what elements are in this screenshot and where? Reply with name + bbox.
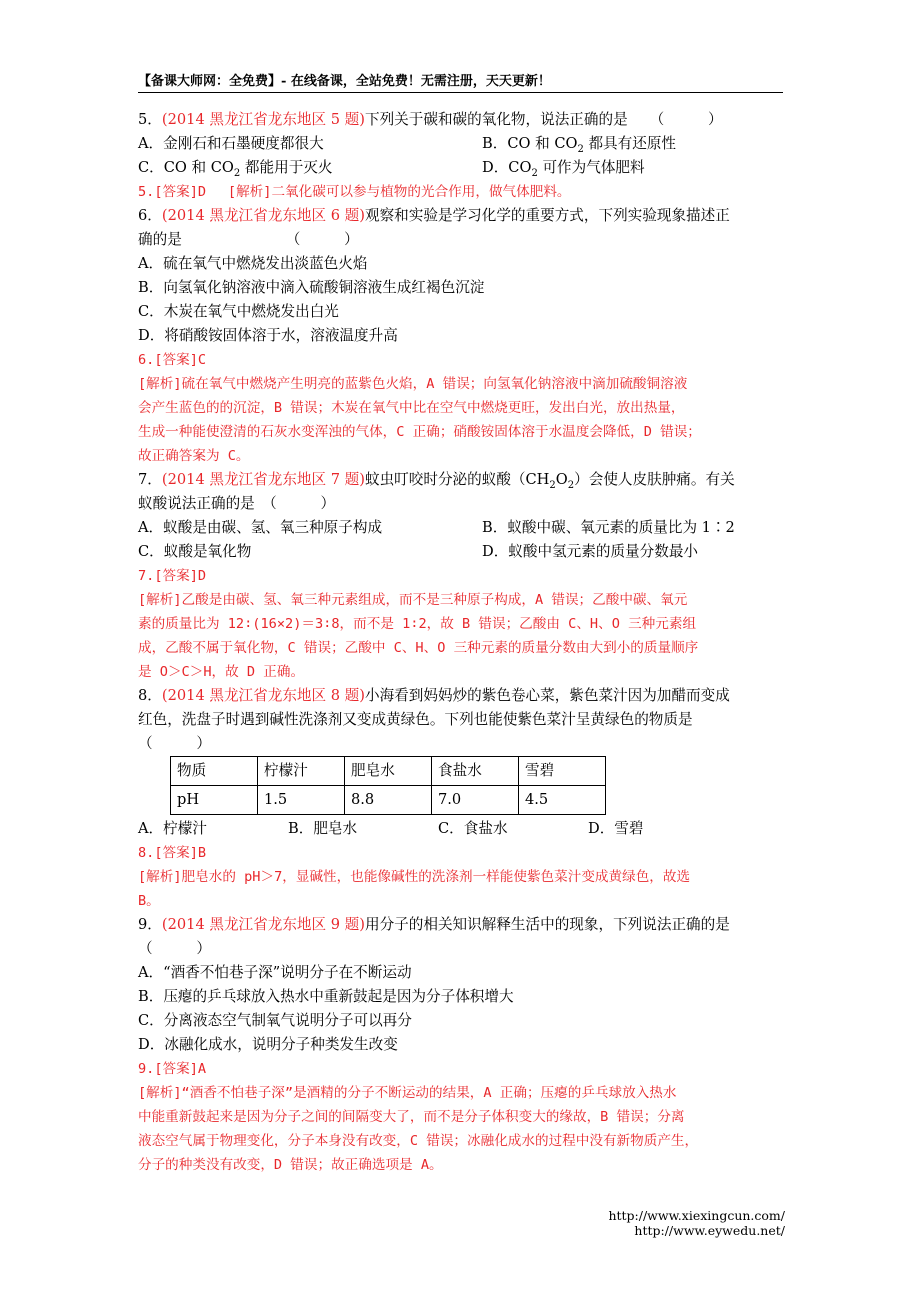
options-row xyxy=(138,156,786,180)
table-cell: 7.0 xyxy=(432,786,519,815)
analysis-line: [解析]乙酸是由碳、氢、氧三种元素组成，而不是三种原子构成，A 错误；乙酸中碳、氧元 xyxy=(138,592,688,608)
analysis-line: 液态空气属于物理变化，分子本身没有改变，C 错误；冰融化成水的过程中没有新物质产生， xyxy=(138,1133,699,1149)
analysis-line: 素的质量比为 12∶(16×2)＝3∶8，而不是 1∶2，故 B 错误；乙酸由 C、H、O 三种元素组 xyxy=(138,616,697,632)
answer-9: 9.[答案]A xyxy=(138,1061,207,1077)
table-cell: 肥皂水 xyxy=(345,757,432,786)
table-cell: 雪碧 xyxy=(519,757,606,786)
option-b: B．蚁酸中碳、氧元素的质量比为 1∶2 xyxy=(482,519,735,536)
question-source: (2014 黑龙江省龙东地区 6 题) xyxy=(161,207,365,224)
footer-urls: http://www.xiexingcun.com/ http://www.eywedu.net/ xyxy=(608,1208,785,1238)
option-c: C．CO 和 $CO_2$ 都能用于灭火 xyxy=(138,159,333,179)
option-a: A．“酒香不怕巷子深”说明分子在不断运动 xyxy=(138,964,412,981)
question-source: (2014 黑龙江省龙东地区 5 题) xyxy=(161,111,365,128)
question-5: 5．(2014 黑龙江省龙东地区 5 题)下列关于碳和碳的氧化物，说法正确的是 （ ） xyxy=(138,111,723,128)
option-d: D．$CO_2$ 可作为气体肥料 xyxy=(482,159,645,179)
option-a: A．柠檬汁 xyxy=(138,820,207,837)
document-body: 5．(2014 黑龙江省龙东地区 5 题)下列关于碳和碳的氧化物，说法正确的是 （ ） A．金刚石和石墨硬度都很大 B．CO 和 $CO_2$ 都具有还原性 C．CO 和 $CO_2$ 都能用于灭火 D．$CO_2$ 可作为气体肥料 5.[答案]D [解析]二氧化碳可以参与植物的光合作用，做气体肥料。 6．(2014 黑龙江省龙东地区 6 题)观察和实验是学习化学的重要方式，下列实验现象描述正 确的是 （ ） A．硫在氧气中燃烧发出淡蓝色火焰 B．向氢氧化钠溶液中滴入硫酸铜溶液生成红褐色沉淀 C．木炭在氧气中燃烧发出白光 D．将硝酸铵固体溶于水，溶液温度升高 6.[答案]C [解析]硫在氧气中燃烧产生明亮的蓝紫色火焰，A 错误；向氢氧化钠溶液中滴加硫酸铜溶液 会产生蓝色的的沉淀，B 错误；木炭在氧气中比在空气中燃烧更旺，发出白光，放出热量， 生成一种能使澄清的石灰水变浑浊的气体，C 正确；硝酸铵固体溶于水温度会降低，D 错误； 故正确答案为 C。 7．(2014 黑龙江省龙东地区 7 题)蚊虫叮咬时分泌的蚁酸$(CH_2O_2)$会使人皮肤肿痛。有关 蚁酸说法正确的是 （ ） A．蚁酸是由碳、氢、氧三种原子构成 B．蚁酸中碳、氧元素的质量比为 1∶2 C．蚁酸是氧化物 D．蚁酸中氢元素的质量分数最小 7.[答案]D [解析]乙酸是由碳、氢、氧三种元素组成，而不是三种原子构成，A 错误；乙酸中碳、氧元 素的质量比为 12∶(16×2)＝3∶8，而不是 1∶2，故 B 错误；乙酸由 C、H、O 三种元素组 成，乙酸不属于氧化物，C 错误；乙酸中 C、H、O 三种元素的质量分数由大到小的质量顺序 是 O＞C＞H，故 D 正确。 8．(2014 黑龙江省龙东地区 8 题)小海看到妈妈炒的紫色卷心菜，紫色菜汁因为加醋而变成 红色，洗盘子时遇到碱性洗涤剂又变成黄绿色。下列也能使紫色菜汁呈黄绿色的物质是 （ ） 物质 柠檬汁 肥皂水 食盐水 雪碧 pH 1.5 8.8 7.0 4.5 A．柠檬汁 B．肥皂水 C．食盐水 D．雪碧 8.[答案]B [解析]肥皂水的 pH＞7，显碱性，也能像碱性的洗涤剂一样能使紫色菜汁变成黄绿色，故选 B。 9．(2014 黑龙江省龙东地区 9 题)用分子的相关知识解释生活中的现象，下列说法正确的是 （ ） A．“酒香不怕巷子深”说明分子在不断运动 B．压瘪的乒乓球放入热水中重新鼓起是因为分子体积增大 C．分离液态空气制氧气说明分子可以再分 D．冰融化成水，说明分子种类发生改变 9.[答案]A [解析]“酒香不怕巷子深”是酒精的分子不断运动的结果，A 正确；压瘪的乒乓球放入热水 中能重新鼓起来是因为分子之间的间隔变大了，而不是分子体积变大的缘故，B 错误；分离 液态空气属于物理变化，分子本身没有改变，C 错误；冰融化成水的过程中没有新物质产生， 分子的种类没有改变，D 错误；故正确选项是 A。 xyxy=(138,108,786,1177)
page-header: 【备课大师网：全免费】- 在线备课，全站免费！无需注册，天天更新！ xyxy=(138,72,783,93)
option-a: A．硫在氧气中燃烧发出淡蓝色火焰 xyxy=(138,255,368,272)
answer-5: 5.[答案]D [解析]二氧化碳可以参与植物的光合作用，做气体肥料。 xyxy=(138,184,571,200)
options-row xyxy=(138,540,786,564)
option-d: D．雪碧 xyxy=(588,820,644,837)
question-source: (2014 黑龙江省龙东地区 7 题) xyxy=(161,471,365,488)
question-7: 7．(2014 黑龙江省龙东地区 7 题)蚊虫叮咬时分泌的蚁酸$(CH_2O_2)$会使人皮肤肿痛。有关 xyxy=(138,471,735,491)
analysis-line: 生成一种能使澄清的石灰水变浑浊的气体，C 正确；硝酸铵固体溶于水温度会降低，D 错误； xyxy=(138,424,701,440)
question-9: 9．(2014 黑龙江省龙东地区 9 题)用分子的相关知识解释生活中的现象，下列说法正确的是 xyxy=(138,916,730,933)
table-cell: pH xyxy=(171,786,258,815)
option-b: B．CO 和 $CO_2$ 都具有还原性 xyxy=(482,135,677,155)
analysis-line: [解析]硫在氧气中燃烧产生明亮的蓝紫色火焰，A 错误；向氢氧化钠溶液中滴加硫酸铜溶液 xyxy=(138,376,688,392)
table-cell: 物质 xyxy=(171,757,258,786)
table-cell: 食盐水 xyxy=(432,757,519,786)
option-c: C．分离液态空气制氧气说明分子可以再分 xyxy=(138,1012,412,1029)
table-row xyxy=(171,757,606,786)
ph-table xyxy=(170,756,606,815)
table-row xyxy=(171,786,606,815)
options-row xyxy=(138,817,786,841)
question-source: (2014 黑龙江省龙东地区 8 题) xyxy=(161,687,365,704)
option-c: C．木炭在氧气中燃烧发出白光 xyxy=(138,303,339,320)
options-row xyxy=(138,516,786,540)
option-d: D．冰融化成水，说明分子种类发生改变 xyxy=(138,1036,398,1053)
table-cell: 4.5 xyxy=(519,786,606,815)
table-cell: 8.8 xyxy=(345,786,432,815)
option-a: A．金刚石和石墨硬度都很大 xyxy=(138,135,324,152)
option-d: D．蚁酸中氢元素的质量分数最小 xyxy=(482,543,699,560)
analysis-line: 成，乙酸不属于氧化物，C 错误；乙酸中 C、H、O 三种元素的质量分数由大到小的质量顺序 xyxy=(138,640,699,656)
question-8: 8．(2014 黑龙江省龙东地区 8 题)小海看到妈妈炒的紫色卷心菜，紫色菜汁因为加醋而变成 xyxy=(138,687,730,704)
option-c: C．蚁酸是氧化物 xyxy=(138,543,252,560)
analysis-line: 故正确答案为 C。 xyxy=(138,448,250,464)
option-a: A．蚁酸是由碳、氢、氧三种原子构成 xyxy=(138,519,383,536)
analysis-line: [解析]“酒香不怕巷子深”是酒精的分子不断运动的结果，A 正确；压瘪的乒乓球放入热水 xyxy=(138,1085,677,1101)
analysis-line: 是 O＞C＞H，故 D 正确。 xyxy=(138,664,305,680)
option-b: B．肥皂水 xyxy=(288,820,358,837)
analysis-line: 会产生蓝色的的沉淀，B 错误；木炭在氧气中比在空气中燃烧更旺，发出白光，放出热量， xyxy=(138,400,685,416)
analysis-line: B。 xyxy=(138,893,160,909)
option-d: D．将硝酸铵固体溶于水，溶液温度升高 xyxy=(138,327,398,344)
option-b: B．向氢氧化钠溶液中滴入硫酸铜溶液生成红褐色沉淀 xyxy=(138,279,485,296)
answer-8: 8.[答案]B xyxy=(138,845,207,861)
table-cell: 柠檬汁 xyxy=(258,757,345,786)
analysis-line: 分子的种类没有改变，D 错误；故正确选项是 A。 xyxy=(138,1157,443,1173)
analysis-line: 中能重新鼓起来是因为分子之间的间隔变大了，而不是分子体积变大的缘故，B 错误；分离 xyxy=(138,1109,685,1125)
analysis-line: [解析]肥皂水的 pH＞7，显碱性，也能像碱性的洗涤剂一样能使紫色菜汁变成黄绿色，故选 xyxy=(138,869,691,885)
option-c: C．食盐水 xyxy=(438,820,508,837)
options-row xyxy=(138,132,786,156)
answer-7: 7.[答案]D xyxy=(138,568,207,584)
question-6: 6．(2014 黑龙江省龙东地区 6 题)观察和实验是学习化学的重要方式，下列实验现象描述正 xyxy=(138,207,730,224)
option-b: B．压瘪的乒乓球放入热水中重新鼓起是因为分子体积增大 xyxy=(138,988,514,1005)
table-cell: 1.5 xyxy=(258,786,345,815)
question-source: (2014 黑龙江省龙东地区 9 题) xyxy=(161,916,365,933)
answer-6: 6.[答案]C xyxy=(138,352,207,368)
